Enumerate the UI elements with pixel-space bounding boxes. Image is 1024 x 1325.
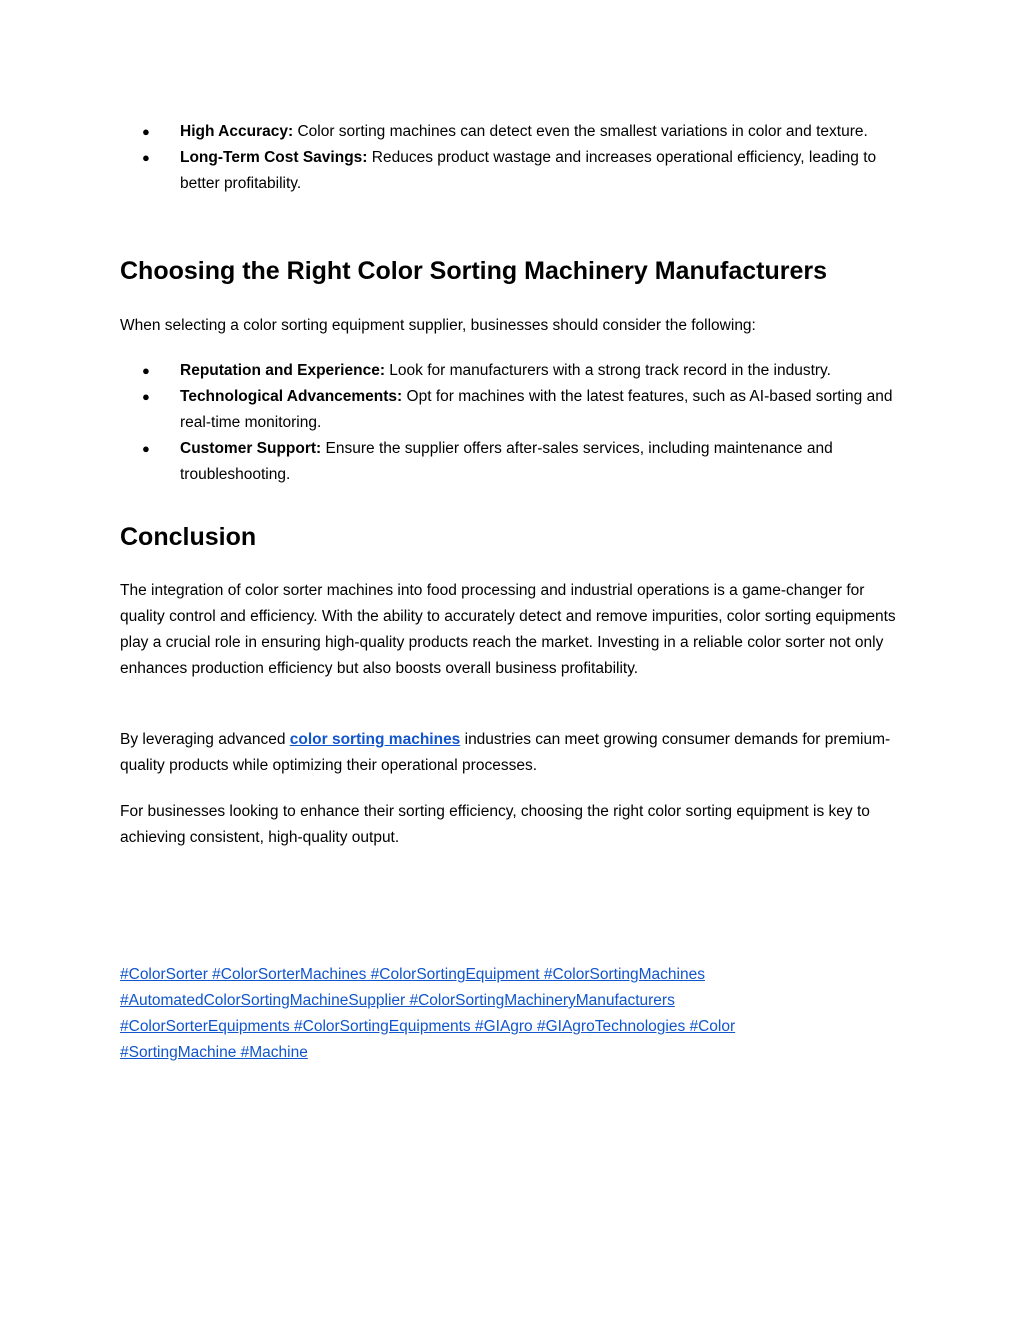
paragraph-text: By leveraging advanced: [120, 731, 290, 748]
list-item: [120, 119, 920, 145]
bullet-icon: ●: [142, 124, 150, 139]
hashtag-link[interactable]: #AutomatedColorSortingMachineSupplier #ColorSortingMachineryManufacturers: [120, 992, 675, 1009]
benefits-list: [120, 119, 920, 197]
bullet-icon: ●: [142, 441, 150, 456]
list-item: [120, 358, 920, 384]
bullet-icon: ●: [142, 389, 150, 404]
bullet-icon: ●: [142, 150, 150, 165]
list-item: [120, 145, 920, 197]
conclusion-paragraph-1: The integration of color sorter machines into food processing and industrial operations is a game-changer for quality control and efficiency. With the ability to accurately detect and remove impurities, color sorting equipments play a crucial role in ensuring high-quality products reach the market. Investing in a reliable color sorter not only enhances production efficiency but also boosts overall business profitability.: [120, 582, 896, 677]
list-item-text: Reduces product wastage and increases operational efficiency, leading to better profitability.: [180, 149, 877, 192]
hashtag-link[interactable]: #SortingMachine #Machine: [120, 1044, 308, 1061]
choosing-criteria-list: [120, 358, 920, 488]
hashtag-link[interactable]: #ColorSorterEquipments #ColorSortingEquipments #GIAgro #GIAgroTechnologies #Color: [120, 1018, 736, 1035]
color-sorting-machines-link[interactable]: color sorting machines: [289, 731, 461, 748]
list-item-text: Opt for machines with the latest features, such as AI-based sorting and real-time monitoring.: [180, 388, 893, 431]
list-item-label: Technological Advancements:: [180, 388, 403, 405]
list-item-label: Reputation and Experience:: [180, 362, 385, 379]
list-item-label: Customer Support:: [180, 440, 322, 457]
hashtag-link[interactable]: #ColorSorter #ColorSorterMachines #ColorSortingEquipment #ColorSortingMachines: [120, 966, 705, 983]
list-item-text: Look for manufacturers with a strong track record in the industry.: [389, 362, 831, 379]
list-item: [120, 436, 920, 488]
hashtags-block: [120, 962, 820, 1066]
list-item-label: High Accuracy:: [180, 123, 294, 140]
choosing-intro: When selecting a color sorting equipment supplier, businesses should consider the following:: [120, 317, 756, 334]
conclusion-paragraph-2: [120, 727, 910, 779]
conclusion-paragraph-3: For businesses looking to enhance their sorting efficiency, choosing the right color sorting equipment is key to achieving consistent, high-quality output.: [120, 803, 870, 846]
paragraph-text: industries can meet growing consumer demands for premium-quality products while optimizing their operational processes.: [120, 731, 891, 774]
list-item-text: Color sorting machines can detect even the smallest variations in color and texture.: [297, 123, 868, 140]
section-heading-choosing: Choosing the Right Color Sorting Machinery Manufacturers: [120, 257, 827, 285]
list-item: [120, 384, 920, 436]
list-item-text: Ensure the supplier offers after-sales services, including maintenance and troubleshooting.: [180, 440, 833, 483]
list-item-label: Long-Term Cost Savings:: [180, 149, 368, 166]
section-heading-conclusion: Conclusion: [120, 523, 257, 551]
bullet-icon: ●: [142, 363, 150, 378]
